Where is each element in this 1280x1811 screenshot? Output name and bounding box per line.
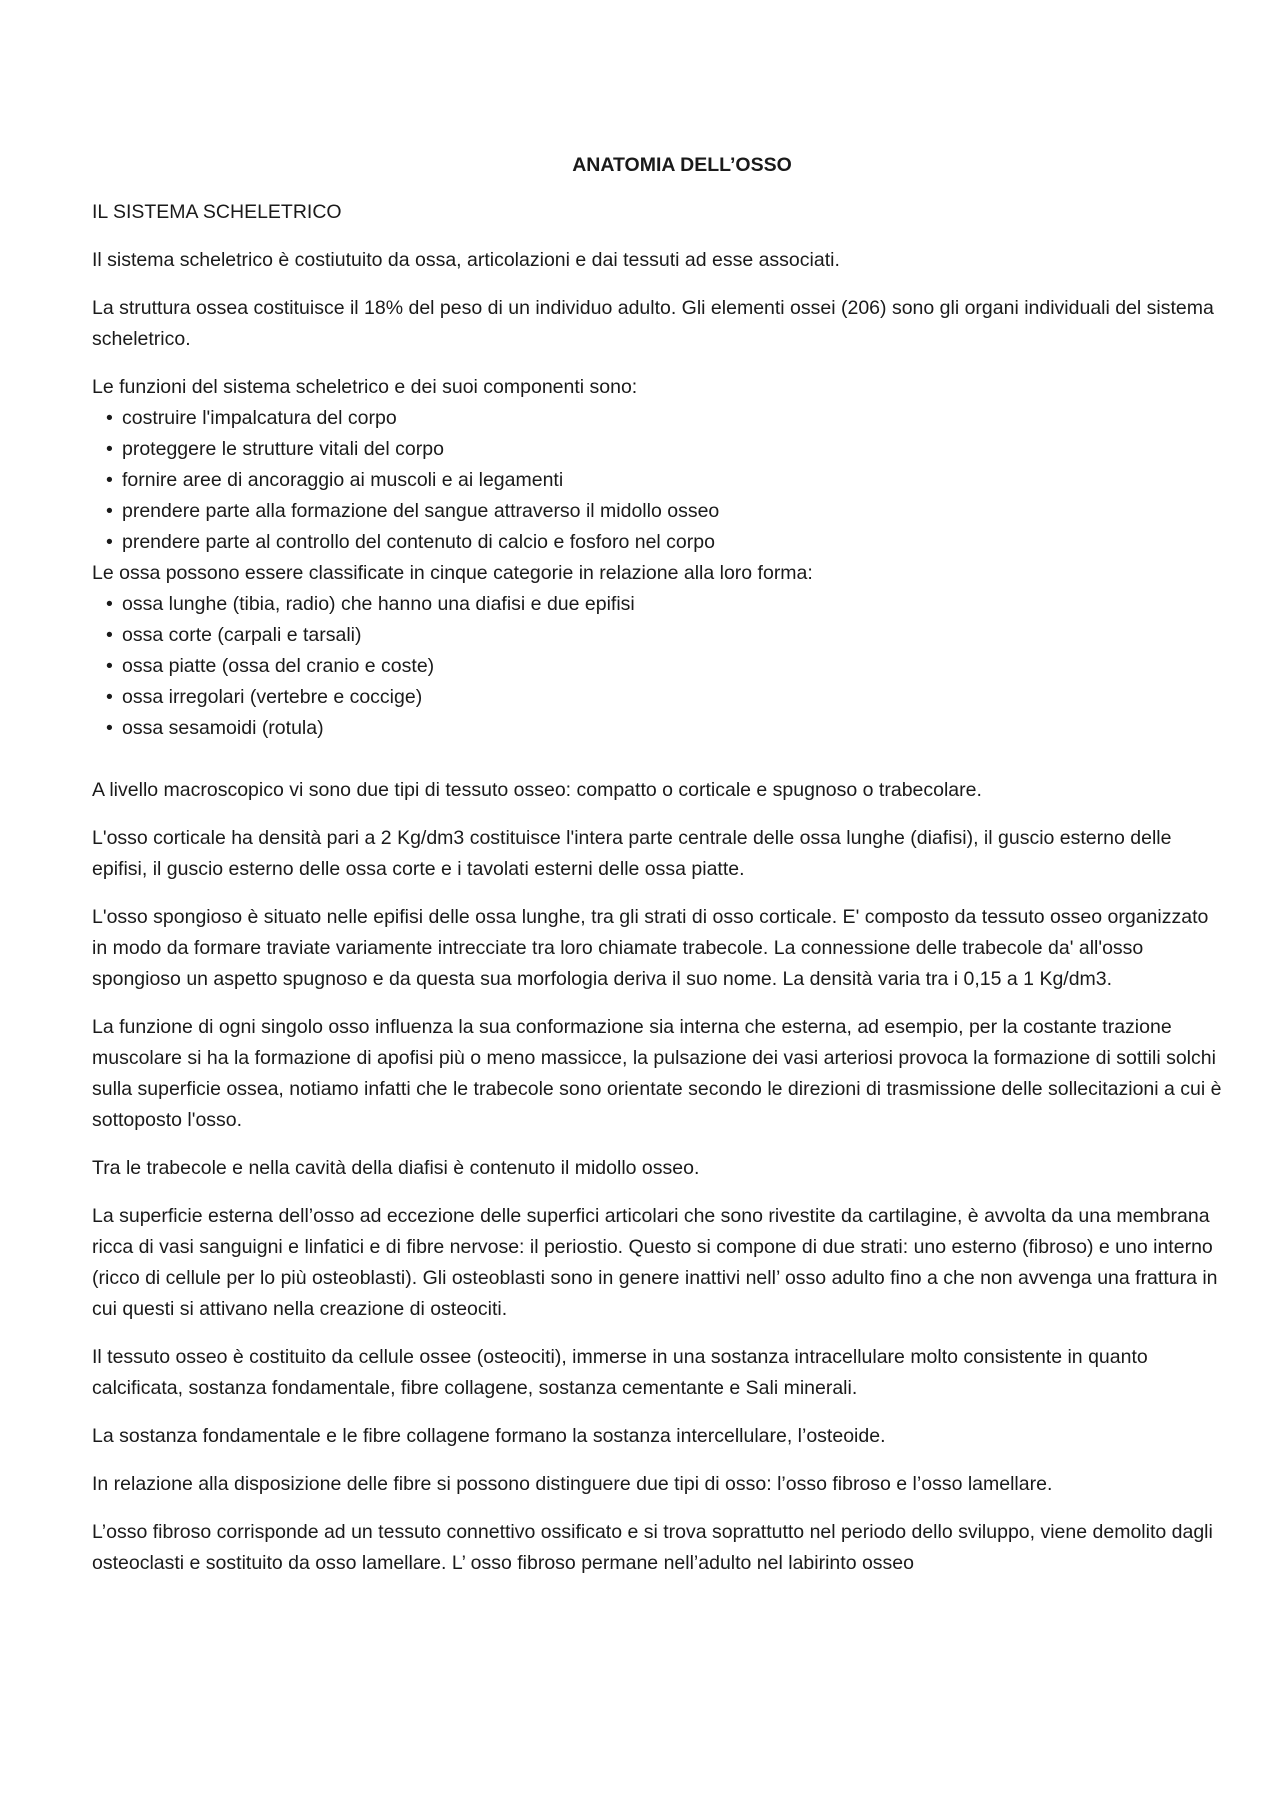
spacer bbox=[92, 744, 1222, 775]
list-item: • fornire aree di ancoraggio ai muscoli e ai legamenti bbox=[106, 465, 1222, 496]
paragraph-definition: Il sistema scheletrico è costiutuito da ossa, articolazioni e dai tessuti ad esse associati. bbox=[92, 249, 840, 271]
document-page bbox=[92, 150, 1222, 1596]
paragraph-cortical-bone: L'osso corticale ha densità pari a 2 Kg/dm3 costituisce l'intera parte centrale delle ossa lunghe (diafisi), il guscio esterno delle epifisi, il guscio esterno delle ossa corte e i tavolati esterni delle ossa piatte. bbox=[92, 827, 1172, 880]
functions-list bbox=[92, 403, 1222, 558]
bullet-icon: • bbox=[106, 624, 113, 646]
paragraph-macroscopic: A livello macroscopico vi sono due tipi di tessuto osseo: compatto o corticale e spugnoso o trabecolare. bbox=[92, 779, 982, 801]
list-item: • ossa lunghe (tibia, radio) che hanno una diafisi e due epifisi bbox=[106, 589, 1222, 620]
bullet-icon: • bbox=[106, 655, 113, 677]
bullet-icon: • bbox=[106, 438, 113, 460]
bullet-icon: • bbox=[106, 531, 113, 553]
bullet-icon: • bbox=[106, 717, 113, 739]
paragraph-classification-intro: Le ossa possono essere classificate in cinque categorie in relazione alla loro forma: bbox=[92, 562, 813, 584]
paragraph-structure: La struttura ossea costituisce il 18% del peso di un individuo adulto. Gli elementi ossei (206) sono gli organi individuali del sistema scheletrico. bbox=[92, 297, 1214, 350]
list-item: • prendere parte al controllo del contenuto di calcio e fosforo nel corpo bbox=[106, 527, 1222, 558]
paragraph-fibrous-bone: L’osso fibroso corrisponde ad un tessuto connettivo ossificato e si trova soprattutto nel periodo dello sviluppo, viene demolito dagli osteoclasti e sostituito da osso lamellare. L’ osso fibroso permane nell’adulto nel labirinto osseo bbox=[92, 1521, 1213, 1574]
document-title: ANATOMIA DELL’OSSO bbox=[572, 154, 792, 176]
list-item: • prendere parte alla formazione del sangue attraverso il midollo osseo bbox=[106, 496, 1222, 527]
paragraph-bone-tissue: Il tessuto osseo è costituito da cellule ossee (osteociti), immerse in una sostanza intracellulare molto consistente in quanto calcificata, sostanza fondamentale, fibre collagene, sostanza cementante e Sali minerali. bbox=[92, 1346, 1148, 1399]
paragraph-functions-intro: Le funzioni del sistema scheletrico e dei suoi componenti sono: bbox=[92, 376, 638, 398]
bullet-icon: • bbox=[106, 686, 113, 708]
section-heading: IL SISTEMA SCHELETRICO bbox=[92, 201, 342, 223]
paragraph-bone-function: La funzione di ogni singolo osso influenza la sua conformazione sia interna che esterna, ad esempio, per la costante trazione muscolare si ha la formazione di apofisi più o meno massicce, la pulsazione dei vasi arteriosi provoca la formazione di sottili solchi sulla superficie ossea, notiamo infatti che le trabecole sono orientate secondo le direzioni di trasmissione delle sollecitazioni a cui è sottoposto l'osso. bbox=[92, 1016, 1222, 1131]
list-item: • ossa corte (carpali e tarsali) bbox=[106, 620, 1222, 651]
paragraph-spongy-bone: L'osso spongioso è situato nelle epifisi delle ossa lunghe, tra gli strati di osso corticale. E' composto da tessuto osseo organizzato in modo da formare traviate variamente intrecciate tra loro chiamate trabecole. La connessione delle trabecole da' all'osso spongioso un aspetto spugnoso e da questa sua morfologia deriva il suo nome. La densità varia tra i 0,15 a 1 Kg/dm3. bbox=[92, 906, 1209, 990]
bullet-icon: • bbox=[106, 593, 113, 615]
paragraph-osteoid: La sostanza fondamentale e le fibre collagene formano la sostanza intercellulare, l’osteoide. bbox=[92, 1425, 886, 1447]
paragraph-marrow: Tra le trabecole e nella cavità della diafisi è contenuto il midollo osseo. bbox=[92, 1157, 700, 1179]
classification-list bbox=[92, 589, 1222, 744]
list-item: • costruire l'impalcatura del corpo bbox=[106, 403, 1222, 434]
list-item: • ossa irregolari (vertebre e coccige) bbox=[106, 682, 1222, 713]
list-item: • ossa piatte (ossa del cranio e coste) bbox=[106, 651, 1222, 682]
bullet-icon: • bbox=[106, 407, 113, 429]
list-item: • ossa sesamoidi (rotula) bbox=[106, 713, 1222, 744]
paragraph-bone-types: In relazione alla disposizione delle fibre si possono distinguere due tipi di osso: l’osso fibroso e l’osso lamellare. bbox=[92, 1473, 1053, 1495]
bullet-icon: • bbox=[106, 469, 113, 491]
paragraph-periosteum: La superficie esterna dell’osso ad eccezione delle superfici articolari che sono rivestite da cartilagine, è avvolta da una membrana ricca di vasi sanguigni e linfatici e di fibre nervose: il periostio. Questo si compone di due strati: uno esterno (fibroso) e uno interno (ricco di cellule per lo più osteoblasti). Gli osteoblasti sono in genere inattivi nell’ osso adulto fino a che non avvenga una frattura in cui questi si attivano nella creazione di osteociti. bbox=[92, 1205, 1218, 1320]
bullet-icon: • bbox=[106, 500, 113, 522]
list-item: • proteggere le strutture vitali del corpo bbox=[106, 434, 1222, 465]
